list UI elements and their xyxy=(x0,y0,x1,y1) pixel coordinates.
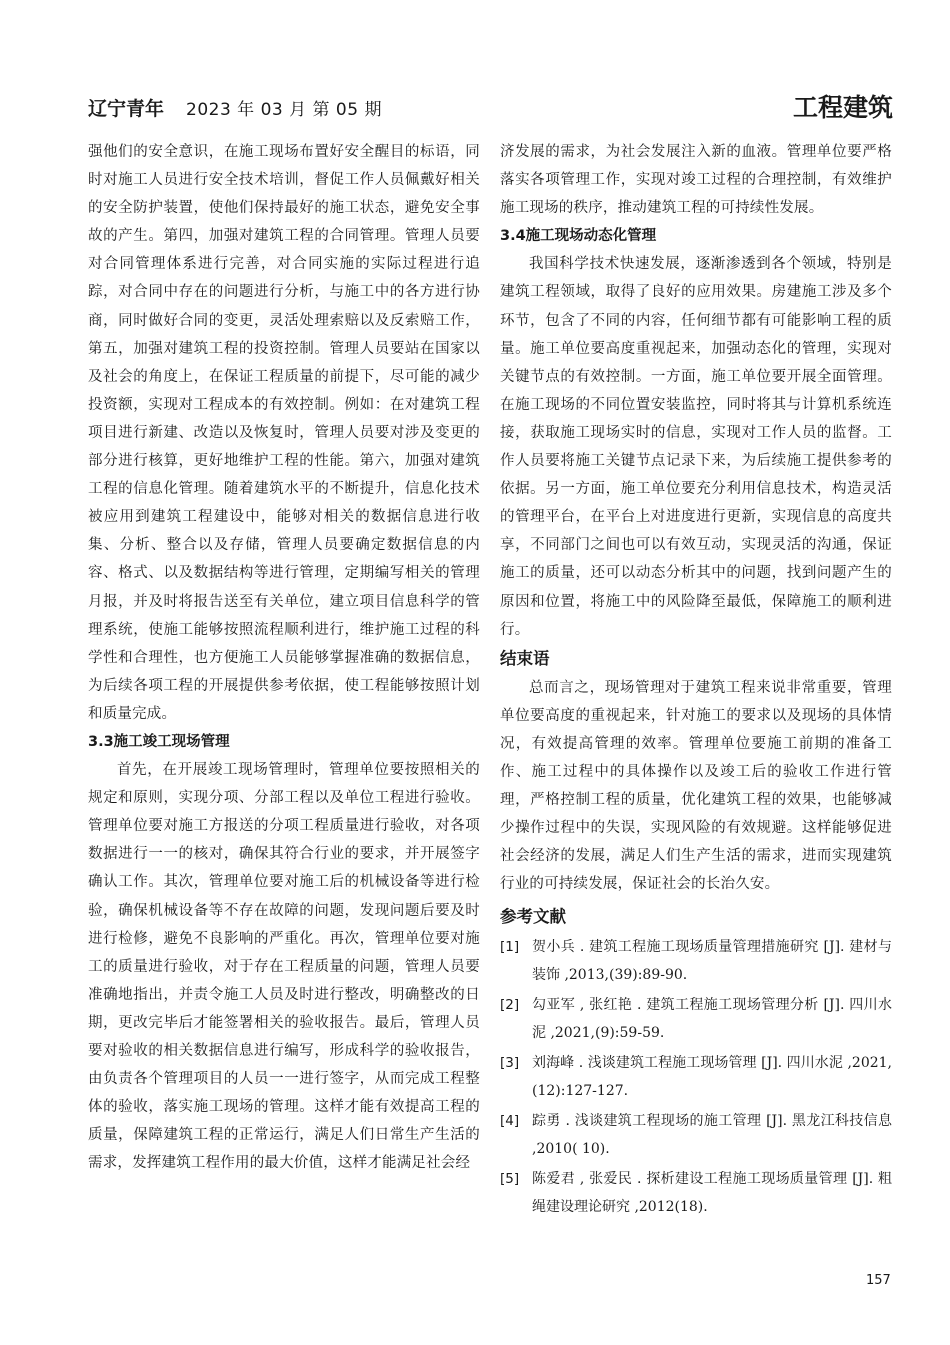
section-3-4-paragraph: 我国科学技术快速发展，逐渐渗透到各个领域，特别是建筑工程领域，取得了良好的应用效果。房建施工涉及多个环节，包含了不同的内容，任何细节都有可能影响工程的质量。施工单位要高度重视起来，加强动态化的管理，实现对关键节点的有效控制。一方面，施工单位要开展全面管理。在施工现场的不同位置安装监控，同时将其与计算机系统连接，获取施工现场实时的信息，实现对工作人员的监督。工作人员要将施工关键节点记录下来，为后续施工提供参考的依据。另一方面，施工单位要充分利用信息技术，构造灵活的管理平台，在平台上对进度进行更新，实现信息的高度共享，不同部门之间也可以有效互动，实现灵活的沟通，保证施工的质量，还可以动态分析其中的问题，找到问题产生的原因和位置，将施工中的风险降至最低，保障施工的顺利进行。 xyxy=(500,256,892,638)
reference-number: [2] xyxy=(500,997,520,1014)
left-column xyxy=(88,138,480,1177)
issue-info: 2023 年 03 月 第 05 期 xyxy=(186,100,382,120)
conclusion-paragraph: 总而言之，现场管理对于建筑工程来说非常重要，管理单位要高度的重视起来，针对施工的要求以及现场的具体情况，有效提高管理的效率。管理单位要施工前期的准备工作、施工过程中的具体操作以及竣工后的验收工作进行管理，严格控制工程的质量，优化建筑工程的效果，也能够减少操作过程中的失误，实现风险的有效规避。这样能够促进社会经济的发展，满足人们生产生活的需求，进而实现建筑行业的可持续发展，保证社会的长治久安。 xyxy=(500,679,892,893)
section-3-3-paragraph: 首先，在开展竣工现场管理时，管理单位要按照相关的规定和原则，实现分项、分部工程以及单位工程进行验收。管理单位要对施工方报送的分项工程质量进行验收，对各项数据进行一一的核对，确保其符合行业的要求，并开展签字确认工作。其次，管理单位要对施工后的机械设备等进行检验，确保机械设备等不存在故障的问题，发现问题后要及时进行检修，避免不良影响的严重化。再次，管理单位要对施工的质量进行验收，对于存在工程质量的问题，管理人员要准确地指出，并责令施工人员及时进行整改，明确整改的日期，更改完毕后才能签署相关的验收报告。最后，管理人员要对验收的相关数据信息进行编写，形成科学的验收报告，由负责各个管理项目的人员一一进行签字，从而完成工程整体的验收，落实施工现场的管理。这样才能有效提高工程的质量，保障建筑工程的正常运行，满足人们日常生产生活的需求，发挥建筑工程作用的最大价值，这样才能满足社会经 xyxy=(88,762,480,1172)
page-number: 157 xyxy=(866,1273,891,1288)
reference-number: [3] xyxy=(500,1055,520,1072)
conclusion-heading: 结束语 xyxy=(500,648,550,668)
continued-paragraph-right: 济发展的需求，为社会发展注入新的血液。管理单位要严格落实各项管理工作，实现对竣工过程的合理控制，有效维护施工现场的秩序，推动建筑工程的可持续性发展。 xyxy=(500,144,892,217)
section-name: 工程建筑 xyxy=(792,93,893,122)
page-header xyxy=(88,88,893,124)
reference-text: 陈爱君 , 张爱民 . 探析建设工程施工现场质量管理 [J]. 粗绳建设理论研究 ,2012(18). xyxy=(532,1171,892,1215)
reference-number: [1] xyxy=(500,939,520,956)
reference-number: [4] xyxy=(500,1113,520,1130)
references-list xyxy=(500,934,892,1221)
continued-paragraph: 强他们的安全意识，在施工现场布置好安全醒目的标语，同时对施工人员进行安全技术培训，督促工作人员佩戴好相关的安全防护装置，使他们保持最好的施工状态，避免安全事故的产生。第四，加强对建筑工程的合同管理。管理人员要对合同管理体系进行完善，对合同实施的实际过程进行追踪，对合同中存在的问题进行分析，与施工中的各方进行协商，同时做好合同的变更，灵活处理索赔以及反索赔工作，第五，加强对建筑工程的投资控制。管理人员要站在国家以及社会的角度上，在保证工程质量的前提下，尽可能的减少投资额，实现对工程成本的有效控制。例如：在对建筑工程项目进行新建、改造以及恢复时，管理人员要对涉及变更的部分进行核算，更好地维护工程的性能。第六，加强对建筑工程的信息化管理。随着建筑水平的不断提升，信息化技术被应用到建筑工程建设中，能够对相关的数据信息进行收集、分析、整合以及存储，管理人员要确定数据信息的内容、格式、以及数据结构等进行管理，定期编写相关的管理月报，并及时将报告送至有关单位，建立项目信息科学的管理系统，使施工能够按照流程顺利进行，维护施工过程的科学性和合理性，也方便施工人员能够掌握准确的数据信息，为后续各项工程的开展提供参考依据，使工程能够按照计划和质量完成。 xyxy=(88,144,480,722)
reference-item xyxy=(500,1166,892,1221)
reference-item xyxy=(500,992,892,1047)
reference-text: 踪勇 . 浅谈建筑工程现场的施工管理 [J]. 黑龙江科技信息 ,2010( 10). xyxy=(532,1113,892,1157)
references-heading: 参考文献 xyxy=(500,907,566,927)
reference-text: 贺小兵 . 建筑工程施工现场质量管理措施研究 [J]. 建材与装饰 ,2013,(39):89-90. xyxy=(532,939,892,983)
reference-item xyxy=(500,934,892,989)
reference-item xyxy=(500,1050,892,1105)
journal-name: 辽宁青年 xyxy=(88,98,165,120)
reference-number: [5] xyxy=(500,1171,520,1188)
section-heading-3-4: 3.4施工现场动态化管理 xyxy=(500,228,657,245)
reference-text: 刘海峰 . 浅谈建筑工程施工现场管理 [J]. 四川水泥 ,2021,(12):127-127. xyxy=(532,1055,892,1099)
reference-text: 勾亚军 , 张红艳 . 建筑工程施工现场管理分析 [J]. 四川水泥 ,2021,(9):59-59. xyxy=(532,997,892,1041)
right-column xyxy=(500,138,892,1224)
section-heading-3-3: 3.3施工竣工现场管理 xyxy=(88,733,230,750)
reference-item xyxy=(500,1108,892,1163)
